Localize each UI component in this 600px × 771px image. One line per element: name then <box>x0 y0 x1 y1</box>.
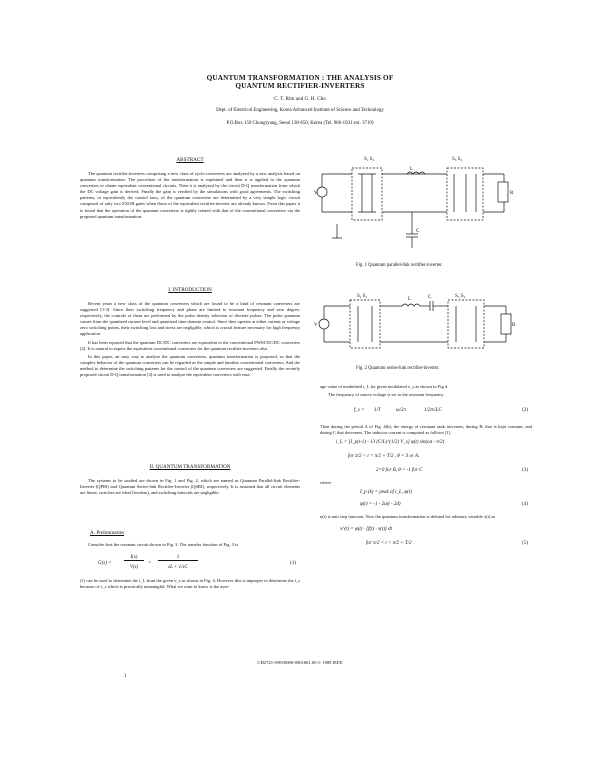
right-paragraph-frequency: The frequency of source voltage is set to the resonant frequency. <box>328 392 445 398</box>
equation-1-fraction-denominator: sL + 1/sC <box>168 565 188 571</box>
address: P.O.Box 150 Chongryang, Seoul 130-650, Korea (Tel. 966-1931 ext. 3719) <box>226 121 374 126</box>
svg-text:S₃ S₄: S₃ S₄ <box>452 157 463 162</box>
abstract-text <box>80 171 300 220</box>
right-column-text <box>320 384 532 553</box>
paper-title-line-1: QUANTUM TRANSFORMATION : THE ANALYSIS OF <box>206 74 394 82</box>
equation-3-line-2: for π/2 < t < π/2 + T/2 , θ = 3 or A. <box>348 454 420 460</box>
right-paragraph-middle: Then during the period A of Fig. 4(b), the energy of resonant tank increases, during B, that is kept constant, and during C that decreases. The inductor current is computed as follows [1]. <box>320 424 532 436</box>
introduction-section <box>80 287 300 380</box>
svg-text:V: V <box>314 323 318 328</box>
introduction-paragraph-2: It has been reported that the quantum DC/DC converters are equivalent to the conventional PWM DC/DC converters [2]. It is natural to expect the equivalent conventional converters for the quantum rectifier-inverters also. <box>80 339 300 351</box>
equation-3-number: (3) <box>522 468 528 474</box>
equation-2-term-b: ω/2π <box>396 408 406 414</box>
svg-text:S₁ S₂: S₁ S₂ <box>357 294 368 299</box>
abstract-section <box>80 157 300 222</box>
equation-1-lhs: G(s) = <box>98 561 112 567</box>
equation-3-line-1: i_L = [I_p(t-1) - 13 (C/L)^(1/2) V_s] φ(t) sin(ωt - π/2) <box>336 440 445 446</box>
preliminaries-section <box>80 530 300 592</box>
svg-text:R: R <box>512 323 516 328</box>
introduction-heading: I. INTRODUCTION <box>168 287 212 293</box>
equation-1-number: (1) <box>290 561 296 567</box>
equation-2-term-a: 1/T <box>374 408 381 414</box>
equation-2-lhs: f_s = <box>354 408 365 414</box>
equation-5-line-1: x^(t) = φ(t) · [f(t) · x(t)] dt <box>340 526 392 532</box>
equation-3 <box>320 438 532 480</box>
preliminaries-continued: (1) can be used to determine the i_L from the given v_s as shown in Fig. 4. However this is improper to determine the i_s because of v_s which is practically meaningful. What we want to know is the aver- <box>80 578 300 590</box>
equation-4-line-1: I_p (k) = peak of i_L, φ(t) <box>360 490 412 496</box>
equation-4-line-2: φ(t) = -1 - 2u(t - 2d) <box>360 502 401 508</box>
equation-5-number: (5) <box>522 540 528 546</box>
copyright-footer: CH2721-9/89/0000-0001$01.00 © 1989 IEEE <box>257 660 343 665</box>
svg-text:S₁ S₂: S₁ S₂ <box>364 157 375 162</box>
equation-5 <box>320 523 532 553</box>
equation-1-fraction-numerator: 1 <box>158 555 198 561</box>
svg-text:S₃ S₄: S₃ S₄ <box>455 294 466 299</box>
equation-4 <box>320 488 532 514</box>
abstract-paragraph: The quantum rectifier-inverters comprising a new class of cyclo-converters are analyzed by a new analysis based on quantum transformation. The procedure of the transformation is explained and then it is applied to the quantum converters to obtain equivalent conventional circuits. Then it is analyzed by the circuit D-Q transformation from which the DC voltage gain is derived. Finally the gain is verified by the simulations with good agreements. The switching patterns, or equivalently the control laws, of the quantum converters are determined by a very simple logic circuit composed of only two EXOR gates when those of the equivalent rectifier-inverter are already known. From this paper it is found that the operation of the quantum converters is tightly related with that of the conventional converters via the proposed quantum transformation. <box>80 171 300 219</box>
authors: C. T. Rim and G. H. Cho <box>274 96 326 102</box>
svg-text:L: L <box>408 297 412 302</box>
where-label: where <box>320 480 331 486</box>
equation-2 <box>320 400 532 424</box>
right-paragraph-top: age value of modulated i_L for given modulated v_s as shown in Fig.4. <box>320 384 449 389</box>
svg-text:C: C <box>416 229 420 234</box>
page-number: 1 <box>124 674 127 679</box>
equation-2-term-c: 1/2π√LC <box>424 408 442 414</box>
equation-1-equals: = <box>148 561 152 567</box>
equation-2-number: (2) <box>522 408 528 414</box>
svg-text:L: L <box>410 167 414 172</box>
equation-1-numerator: I(s) <box>124 555 144 561</box>
equation-5-line-2: for π/2 < t < π/2 + T/2 <box>366 540 412 546</box>
equation-4-number: (4) <box>522 502 528 508</box>
figure-2-circuit <box>312 292 522 358</box>
right-paragraph-unit-step: u(t) is unit step function. Now the quantum transformation is defined for arbitrary variable x(t) as <box>320 514 496 520</box>
preliminaries-heading: A. Preliminaries <box>90 530 124 536</box>
figure-1-circuit <box>312 152 522 260</box>
equation-3-line-3: 2=0 for B, θ = -1 for C <box>376 468 423 474</box>
figure-2-caption: Fig. 2 Quantum series-link rectifier-inverter. <box>356 366 440 371</box>
equation-1-denominator: V(s) <box>129 565 139 571</box>
section-2-paragraph: The systems to be studied are shown in Fig. 1 and Fig. 2, which are named as Quantum Parallel-link Rectifier-Inverter (QPRI) and Quantum Series-link Rectifier-Inverter (QSRI), respectively. It is assumed that all circuit elements are linear, switches are ideal (lossless), and switching intervals are negligible. <box>80 478 300 496</box>
affiliation: Dept. of Electrical Engineering, Korea Advanced Institute of Science and Technology <box>216 108 384 113</box>
svg-text:C: C <box>428 295 432 300</box>
svg-text:R: R <box>510 191 514 196</box>
preliminaries-paragraph: Consider first the resonant circuit shown in Fig. 3. The transfer function of Fig. 3 is <box>88 542 239 547</box>
introduction-paragraph-3: In this paper, an easy way to analyze the quantum converters, quantum transformation is proposed, so that the complex behavior of the quantum converters can be regarded as the simple and familiar conventional converters. And the method to determine the switching patterns for the control of the quantum converters are suggested. Finally the recently proposed circuit D-Q transformation [4] is used to analyze the equivalent converters with ease. <box>80 353 300 378</box>
quantum-transformation-section <box>80 464 300 498</box>
section-2-heading: II. QUANTUM TRANSFORMATION <box>149 464 231 470</box>
introduction-paragraph-1: Recent years a new class of the quantum converters which are found to be a kind of resonant converters are suggested [1-3]. Since their switching frequency and phase are limited to resonant frequency and zero degree, respectively, the controls of them are performed by the pulse density selection of discrete pulses. The pulse quantum comes from the quantized current level and quantized time domain control. Since they operate at either current or voltage zero switching points, their switching loss and stress are negligible, which is crucial feature necessary for high frequency application. <box>80 301 300 337</box>
paper-title-line-2: QUANTUM RECTIFIER-INVERTERS <box>235 82 365 90</box>
svg-text:V: V <box>314 191 318 196</box>
figure-1-caption: Fig. 1 Quantum parallel-link rectifier-inverter. <box>356 263 443 268</box>
abstract-heading: ABSTRACT <box>176 157 204 163</box>
equation-1 <box>80 552 300 578</box>
